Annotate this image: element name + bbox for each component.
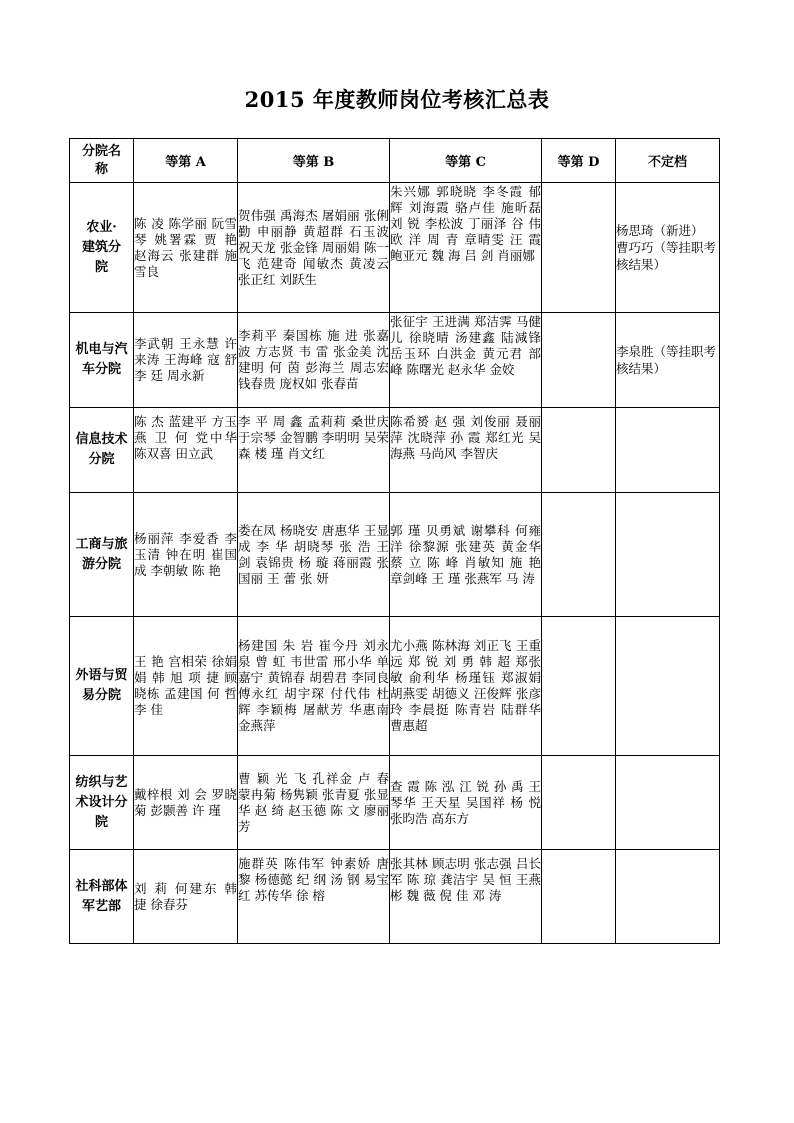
- undecided-names: [616, 493, 720, 617]
- undecided-names: [616, 756, 720, 850]
- table-row: [70, 617, 720, 756]
- grade-b-names: 娄在凤 杨晓安 唐惠华 王显成 李 华 胡晓琴 张 浩 王 剑 袁锦贵 杨 璇 蒋丽霞 张国丽 王 蕾 张 妍: [238, 493, 390, 617]
- grade-b-names: 贺伟强 禹海杰 屠娟丽 张俐勤 申丽静 黄超群 石玉波 祝天龙 张金锋 周丽娟 陈一飞 范建奇 闻敏杰 黄凌云 张正红 刘跃生: [238, 183, 390, 313]
- grade-c-names: 尤小燕 陈林海 刘正飞 王重远 郑 锐 刘 勇 韩 超 郑张敏 俞利华 杨瑾钰 郑淑娟 胡燕雯 胡德义 汪俊辉 张彦玲 李晨挺 陈青岩 陆群华 曹惠超: [390, 617, 542, 756]
- grade-b-names: 施群英 陈伟军 钟素娇 唐 黎 杨德懿 纪 纲 汤 钢 易宝红 苏传华 徐 榕: [238, 850, 390, 944]
- grade-d-names: [542, 617, 616, 756]
- header-grade-a: 等第 A: [134, 139, 238, 183]
- table-row: [70, 493, 720, 617]
- branch-name: 机电与汽车分院: [70, 313, 134, 408]
- undecided-names: [616, 617, 720, 756]
- undecided-names: [616, 408, 720, 493]
- grade-c-names: 陈希赟 赵 强 刘俊丽 聂丽萍 沈晓萍 孙 霞 郑红光 吴海燕 马尚风 李智庆: [390, 408, 542, 493]
- grade-b-names: 曹 颖 光 飞 孔祥金 卢 春 蒙冉菊 杨隽颖 张青夏 张显华 赵 绮 赵玉德 陈 文 廖丽芳: [238, 756, 390, 850]
- branch-name: 社科部体军艺部: [70, 850, 134, 944]
- table-row: [70, 183, 720, 313]
- grade-c-names: 朱兴娜 郭晓晓 李冬霞 郁 辉 刘海霞 骆卢佳 施昕磊 刘 锐 李松波 丁丽泽 谷 伟 欧 洋 周 青 章晴雯 汪 霞 鲍亚元 魏 海 吕 剑 肖丽娜: [390, 183, 542, 313]
- grade-d-names: [542, 183, 616, 313]
- grade-d-names: [542, 756, 616, 850]
- grade-a-names: 王 艳 宫相荣 徐娟娟 韩 旭 项 捷 顾晓栋 孟建国 何 哲 李 佳: [134, 617, 238, 756]
- branch-name: 信息技术分院: [70, 408, 134, 493]
- grade-c-names: 郭 瑾 贝勇斌 谢攀科 何雍洋 徐黎源 张建英 黄金华 蔡 立 陈 峰 肖敏知 施 艳 章剑峰 王 瑾 张燕军 马 涛: [390, 493, 542, 617]
- table-row: [70, 408, 720, 493]
- assessment-summary-table: [69, 138, 720, 944]
- grade-a-names: 刘 莉 何建东 韩 捷 徐春芬: [134, 850, 238, 944]
- undecided-names: 杨思琦（新进） 曹巧巧（等挂职考核结果）: [616, 183, 720, 313]
- header-grade-d: 等第 D: [542, 139, 616, 183]
- header-undecided: 不定档: [616, 139, 720, 183]
- grade-d-names: [542, 408, 616, 493]
- grade-a-names: 陈 杰 蓝建平 方玉燕 卫 何 党中华 陈双喜 田立武: [134, 408, 238, 493]
- header-grade-c: 等第 C: [390, 139, 542, 183]
- grade-b-names: 杨建国 朱 岩 崔今丹 刘永泉 曾 虹 韦世雷 邢小华 单嘉宁 黄锦春 胡碧君 李同良 傅永红 胡宇琛 付代伟 杜 辉 李颖梅 屠献芳 华惠南 金燕萍: [238, 617, 390, 756]
- grade-c-names: 查 霞 陈 泓 江 锐 孙 禹 王琴华 王天星 吴国祥 杨 悦 张昀浩 高东方: [390, 756, 542, 850]
- undecided-names: 李泉胜（等挂职考核结果）: [616, 313, 720, 408]
- table-row: [70, 850, 720, 944]
- branch-name: 农业·建筑分院: [70, 183, 134, 313]
- undecided-names: [616, 850, 720, 944]
- branch-name: 外语与贸易分院: [70, 617, 134, 756]
- grade-d-names: [542, 493, 616, 617]
- page-title: 2015 年度教师岗位考核汇总表: [244, 87, 550, 112]
- table-row: [70, 756, 720, 850]
- branch-name: 工商与旅游分院: [70, 493, 134, 617]
- table-header-row: [70, 139, 720, 183]
- grade-c-names: 张其林 顾志明 张志强 吕长军 陈 琼 龚洁宇 吴 恒 王燕彬 魏 薇 倪 佳 邓 涛: [390, 850, 542, 944]
- branch-name: 纺织与艺术设计分院: [70, 756, 134, 850]
- grade-d-names: [542, 850, 616, 944]
- grade-a-names: 陈 凌 陈学丽 阮雪琴 姚署霖 贾 艳 赵海云 张建群 施雪良: [134, 183, 238, 313]
- grade-b-names: 李莉平 秦国栋 施 进 张嘉波 方志贤 韦 雷 张金美 沈建明 何 茵 彭海兰 周志宏 钱春贵 庞权如 张春苗: [238, 313, 390, 408]
- grade-a-names: 戴梓根 刘 会 罗晓菊 彭颢善 许 瑾: [134, 756, 238, 850]
- grade-b-names: 李 平 周 鑫 孟莉莉 桑世庆 于宗琴 金智鹏 李明明 吴荣森 楼 瑾 肖文红: [238, 408, 390, 493]
- table-row: [70, 313, 720, 408]
- header-branch: 分院名称: [70, 139, 134, 183]
- header-grade-b: 等第 B: [238, 139, 390, 183]
- grade-d-names: [542, 313, 616, 408]
- grade-a-names: 杨丽萍 李爱香 李玉清 钟在明 崔国成 李朝敏 陈 艳: [134, 493, 238, 617]
- grade-c-names: 张征宇 王进满 郑洁霁 马健儿 徐晓晴 汤建鑫 陆減锋 岳玉环 白洪金 黄元君 部 峰 陈曙光 赵永华 金姣: [390, 313, 542, 408]
- grade-a-names: 李武朝 王永慧 许来涛 王海峰 寇 舒 李 廷 周永新: [134, 313, 238, 408]
